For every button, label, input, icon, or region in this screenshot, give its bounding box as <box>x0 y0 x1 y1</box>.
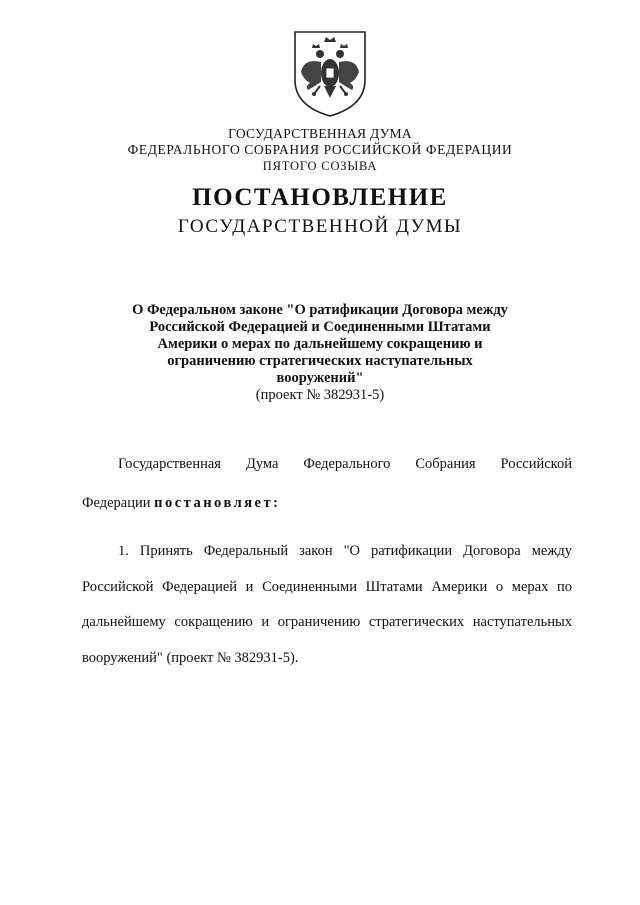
intro-line2 <box>82 495 572 512</box>
org-name-line2: ФЕДЕРАЛЬНОГО СОБРАНИЯ РОССИЙСКОЙ ФЕДЕРАЦИИ <box>127 142 513 157</box>
convocation: ПЯТОГО СОЗЫВА <box>262 159 378 173</box>
title-line: вооружений" <box>276 370 364 386</box>
title-line: Российской Федерацией и Соединенными Штатами <box>149 319 491 335</box>
title-line: ограничению стратегических наступательных <box>167 353 473 369</box>
intro-line1: Государственная Дума Федерального Собрания Российской <box>118 456 572 472</box>
title-line: О Федеральном законе "О ратификации Договора между <box>132 302 508 318</box>
coat-of-arms-emblem <box>290 28 370 118</box>
item1-line4: вооружений" (проект № 382931-5). <box>82 650 299 666</box>
decree-verb: постановляет: <box>154 495 281 511</box>
item1-line2: Российской Федерацией и Соединенными Штатами Америки о мерах по <box>82 579 572 595</box>
project-number: (проект № 382931-5) <box>255 387 385 403</box>
org-name-line1: ГОСУДАРСТВЕННАЯ ДУМА <box>228 126 412 141</box>
item1-line1: 1. Принять Федеральный закон "О ратификации Договора между <box>118 543 572 559</box>
item1-line3: дальнейшему сокращению и ограничению стратегических наступательных <box>82 614 572 630</box>
document-issuer: ГОСУДАРСТВЕННОЙ ДУМЫ <box>177 216 463 237</box>
resolution-title <box>100 302 540 387</box>
intro-federation: Федерации <box>82 495 151 511</box>
document-type: ПОСТАНОВЛЕНИЕ <box>192 184 448 211</box>
title-line: Америки о мерах по дальнейшему сокращению и <box>157 336 483 352</box>
